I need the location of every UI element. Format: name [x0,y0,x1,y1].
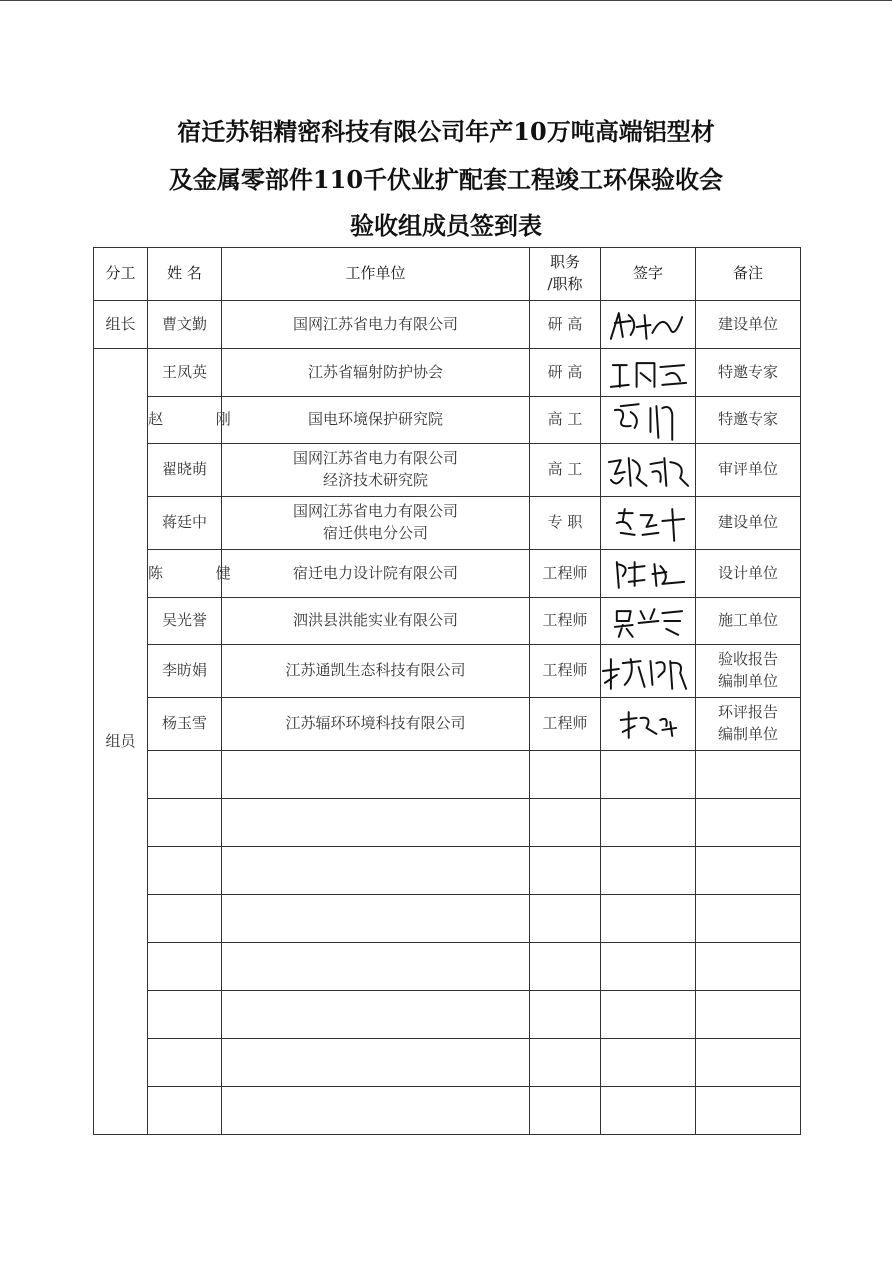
member-row [94,397,801,444]
empty-cell [601,799,696,847]
empty-cell [530,847,601,895]
empty-cell [530,943,601,991]
empty-cell [696,847,801,895]
empty-row [94,799,801,847]
handwritten-signature [601,702,695,746]
empty-cell [148,799,222,847]
empty-cell [696,895,801,943]
member-signature [601,397,696,444]
member-unit: 江苏省辐射防护协会 [222,349,530,397]
page-top-border [0,0,892,1]
member-signature [601,444,696,497]
member-position: 工程师 [530,598,601,645]
header-row [94,248,801,301]
handwritten-signature [601,599,695,643]
leader-position: 研 高 [530,301,601,349]
member-unit [222,444,530,497]
handwritten-signature [601,351,695,395]
empty-cell [601,847,696,895]
member-row [94,349,801,397]
member-name: 杨玉雪 [148,698,222,751]
member-unit-line-1: 国网江苏省电力有限公司 [292,449,458,468]
header-position-line-2: /职称 [547,275,583,293]
leader-remark: 建设单位 [696,301,801,349]
header-role: 分工 [94,248,148,301]
empty-cell [222,1087,530,1135]
member-row [94,497,801,550]
member-remark-line-1: 验收报告 [717,650,778,669]
empty-cell [222,751,530,799]
member-signature [601,598,696,645]
member-name: 赵 刚 [148,397,222,444]
document-title-line-2: 及金属零部件110千伏业扩配套工程竣工环保验收会 [168,165,724,194]
member-name: 王凤英 [148,349,222,397]
empty-cell [222,847,530,895]
member-row [94,698,801,751]
header-signature: 签字 [601,248,696,301]
empty-cell [696,1087,801,1135]
member-remark-line-1: 环评报告 [717,703,778,722]
empty-cell [148,1087,222,1135]
member-row [94,598,801,645]
leader-role: 组长 [94,301,148,349]
empty-cell [148,847,222,895]
empty-cell [530,1039,601,1087]
member-name: 蒋廷中 [148,497,222,550]
member-signature [601,698,696,751]
member-signature [601,497,696,550]
empty-cell [696,991,801,1039]
empty-row [94,943,801,991]
member-unit-line-2: 经济技术研究院 [322,471,428,489]
member-row [94,550,801,598]
empty-cell [601,1039,696,1087]
header-position-line-1: 职务 [549,253,580,272]
leader-unit: 国网江苏省电力有限公司 [222,301,530,349]
empty-cell [601,895,696,943]
member-unit: 国电环境保护研究院 [222,397,530,444]
header-remark: 备注 [696,248,801,301]
member-position: 高 工 [530,397,601,444]
empty-cell [601,991,696,1039]
member-position: 研 高 [530,349,601,397]
member-remark [696,698,801,751]
member-position: 专 职 [530,497,601,550]
member-remark: 特邀专家 [696,397,801,444]
member-remark: 设计单位 [696,550,801,598]
member-name: 李昉娟 [148,645,222,698]
member-name: 翟晓萌 [148,444,222,497]
member-remark: 建设单位 [696,497,801,550]
empty-cell [530,799,601,847]
handwritten-signature [601,398,695,442]
empty-cell [148,1039,222,1087]
member-signature [601,349,696,397]
member-name: 吴光誉 [148,598,222,645]
empty-cell [601,1087,696,1135]
sign-in-table [93,247,801,1135]
empty-row [94,1039,801,1087]
leader-name: 曹文勤 [148,301,222,349]
member-unit [222,497,530,550]
member-remark-line-2: 编制单位 [717,672,778,690]
member-remark: 特邀专家 [696,349,801,397]
member-remark [696,645,801,698]
empty-cell [222,943,530,991]
member-position: 工程师 [530,698,601,751]
handwritten-signature [601,552,695,596]
empty-cell [530,991,601,1039]
empty-cell [696,799,801,847]
empty-cell [696,751,801,799]
empty-cell [148,991,222,1039]
header-unit: 工作单位 [222,248,530,301]
member-unit-line-2: 宿迁供电分公司 [322,524,428,542]
member-unit: 江苏通凯生态科技有限公司 [222,645,530,698]
members-role: 组员 [94,349,148,1135]
empty-cell [148,895,222,943]
empty-cell [222,895,530,943]
handwritten-signature [601,501,695,545]
member-name: 陈 健 [148,550,222,598]
empty-cell [696,1039,801,1087]
member-remark: 审评单位 [696,444,801,497]
header-position [530,248,601,301]
empty-cell [530,751,601,799]
empty-cell [148,943,222,991]
member-position: 高 工 [530,444,601,497]
empty-cell [222,799,530,847]
member-signature [601,550,696,598]
member-unit-line-1: 国网江苏省电力有限公司 [292,502,458,521]
member-remark-line-2: 编制单位 [717,725,778,743]
empty-cell [696,943,801,991]
empty-cell [601,943,696,991]
empty-row [94,991,801,1039]
empty-cell [601,751,696,799]
handwritten-signature [601,649,695,693]
empty-row [94,1087,801,1135]
member-row [94,645,801,698]
handwritten-signature [601,448,695,492]
empty-cell [148,751,222,799]
leader-row [94,301,801,349]
member-row [94,444,801,497]
header-name: 姓 名 [148,248,222,301]
document-title-line-3: 验收组成员签到表 [350,211,542,240]
empty-row [94,895,801,943]
member-position: 工程师 [530,550,601,598]
member-unit: 宿迁电力设计院有限公司 [222,550,530,598]
empty-cell [222,1039,530,1087]
leader-signature [601,301,696,349]
member-unit: 泗洪县洪能实业有限公司 [222,598,530,645]
empty-cell [530,1087,601,1135]
member-position: 工程师 [530,645,601,698]
empty-row [94,847,801,895]
empty-row [94,751,801,799]
member-signature [601,645,696,698]
handwritten-signature-leader [601,303,695,347]
document-title-line-1: 宿迁苏铝精密科技有限公司年产10万吨高端铝型材 [177,117,715,146]
empty-cell [530,895,601,943]
empty-cell [222,991,530,1039]
member-remark: 施工单位 [696,598,801,645]
member-unit: 江苏辐环环境科技有限公司 [222,698,530,751]
